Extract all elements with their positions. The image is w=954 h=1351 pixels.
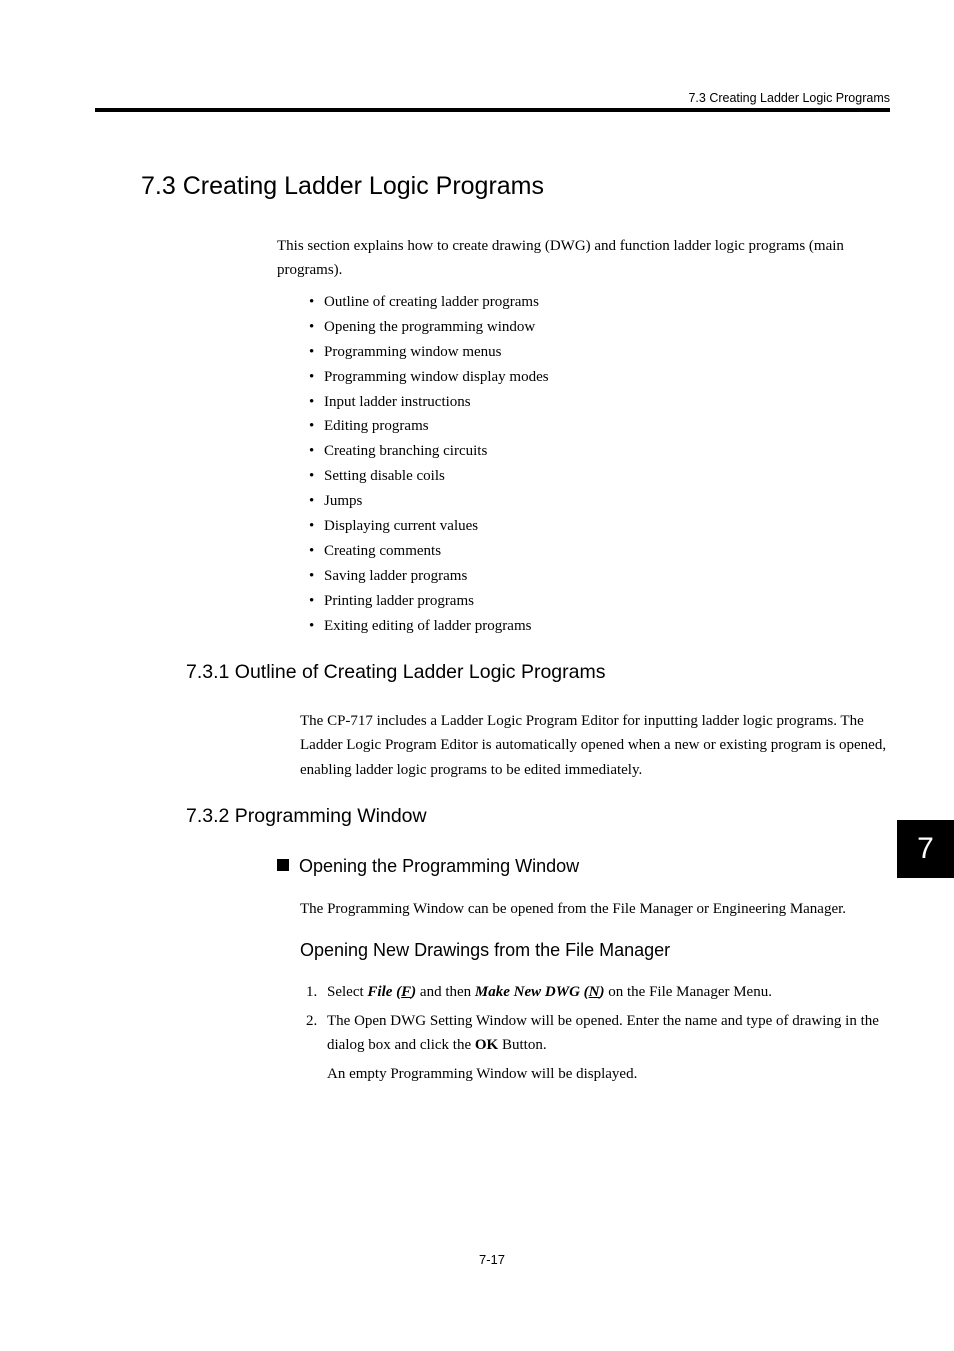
list-item: • Editing programs	[309, 414, 549, 439]
section-intro: This section explains how to create drawing (DWG) and function ladder logic programs (main programs).	[277, 238, 844, 278]
steps-list	[306, 980, 892, 1091]
bullet-icon: •	[309, 368, 315, 385]
menu-file: File (F)	[367, 984, 417, 1000]
subsection-title-outline: 7.3.1 Outline of Creating Ladder Logic Programs	[186, 661, 606, 683]
topic-list	[309, 290, 549, 638]
section-title: 7.3 Creating Ladder Logic Programs	[141, 172, 545, 200]
bullet-icon: •	[309, 567, 315, 584]
running-header: 7.3 Creating Ladder Logic Programs	[688, 91, 890, 105]
list-item: • Input ladder instructions	[309, 390, 549, 415]
list-item: • Creating branching circuits	[309, 439, 549, 464]
bullet-icon: •	[309, 418, 315, 435]
step-number: 2.	[306, 1013, 318, 1029]
page-number: 7-17	[478, 1252, 506, 1267]
outline-body: The CP-717 includes a Ladder Logic Program Editor for inputting ladder logic programs. The Ladder Logic Program Editor is automatically opened when a new or existing program is opened, enabling ladder logic programs to be edited immediately.	[300, 713, 887, 778]
list-item: • Jumps	[309, 489, 549, 514]
square-bullet-icon	[277, 859, 289, 871]
bullet-icon: •	[309, 468, 315, 485]
step-item: 1. Select File (F) and then Make New DWG (N) on the File Manager Menu.	[306, 980, 892, 1004]
bullet-icon: •	[309, 592, 315, 609]
list-item: • Outline of creating ladder programs	[309, 290, 549, 315]
list-item: • Programming window menus	[309, 340, 549, 365]
list-item: • Saving ladder programs	[309, 564, 549, 589]
bullet-icon: •	[309, 393, 315, 410]
header-rule	[95, 108, 890, 112]
bullet-icon: •	[309, 542, 315, 559]
subsection-title-programming-window: 7.3.2 Programming Window	[186, 805, 427, 827]
step-item: 2. The Open DWG Setting Window will be opened. Enter the name and type of drawing in the dialog box and click the OK Button. An empty Programming Window will be displayed.	[306, 1009, 892, 1086]
list-item: • Setting disable coils	[309, 464, 549, 489]
subheading-new-drawings: Opening New Drawings from the File Manager	[300, 940, 671, 960]
menu-make-new-dwg: Make New DWG (N)	[474, 984, 605, 1000]
chapter-tab: 7	[897, 820, 954, 878]
list-item: • Exiting editing of ladder programs	[309, 614, 549, 639]
list-item: • Programming window display modes	[309, 365, 549, 390]
list-item: • Displaying current values	[309, 514, 549, 539]
bullet-icon: •	[309, 493, 315, 510]
programming-window-body: The Programming Window can be opened from the File Manager or Engineering Manager.	[300, 901, 847, 917]
step-number: 1.	[306, 984, 318, 1000]
list-item: • Opening the programming window	[309, 315, 549, 340]
heading-opening-programming-window: Opening the Programming Window	[277, 856, 579, 877]
list-item: • Printing ladder programs	[309, 589, 549, 614]
ok-label: OK	[474, 1037, 499, 1053]
bullet-icon: •	[309, 318, 315, 335]
bullet-icon: •	[309, 294, 315, 310]
bullet-icon: •	[309, 518, 315, 535]
bullet-icon: •	[309, 617, 315, 634]
list-item: • Creating comments	[309, 539, 549, 564]
step-note: An empty Programming Window will be displayed.	[327, 1066, 638, 1082]
bullet-icon: •	[309, 343, 315, 360]
bullet-icon: •	[309, 443, 315, 460]
